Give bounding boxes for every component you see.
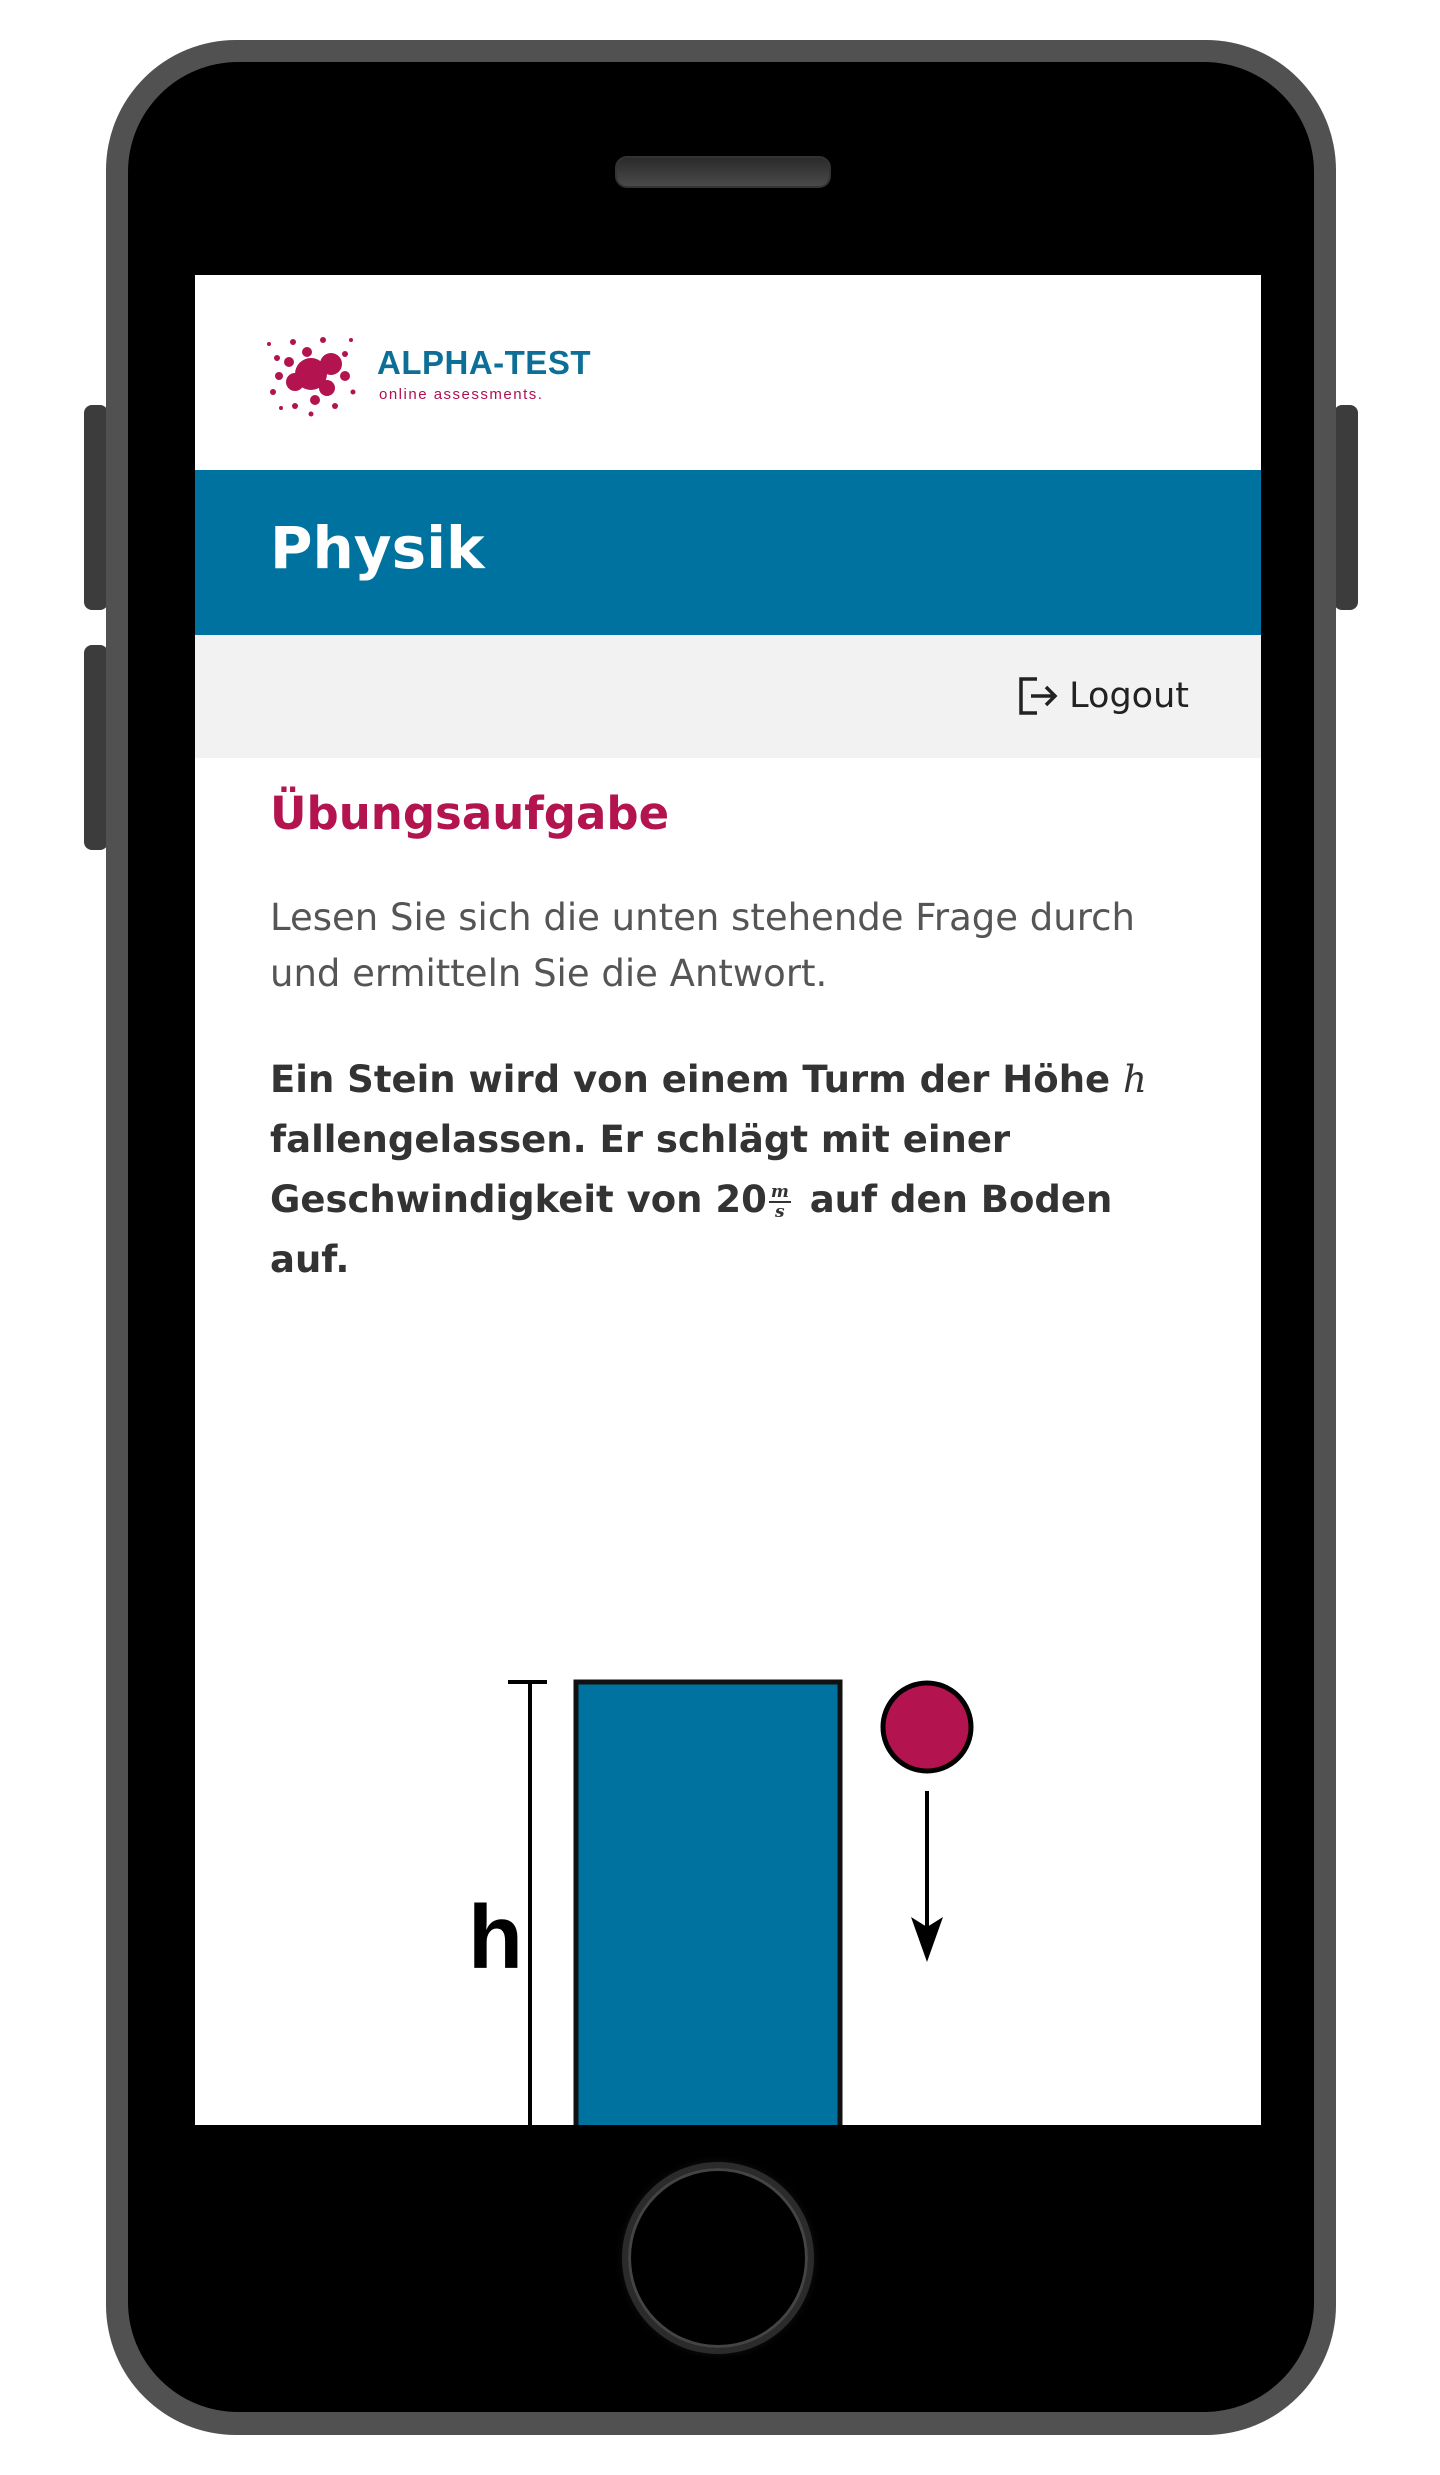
section-title: Übungsaufgabe <box>270 787 670 840</box>
tower-diagram <box>195 1355 1261 2125</box>
unit-fraction <box>769 1183 791 1221</box>
home-button[interactable] <box>628 2168 808 2348</box>
toolbar <box>195 635 1261 758</box>
logo-dots-icon <box>265 330 357 418</box>
brand-tagline: online assessments. <box>379 386 544 403</box>
unit-numerator: m <box>770 1181 789 1202</box>
logout-button[interactable] <box>1015 673 1189 719</box>
height-label: h <box>468 1888 523 1988</box>
page-title: Physik <box>270 514 485 582</box>
phone-speaker <box>615 156 831 188</box>
unit-denominator: s <box>775 1201 785 1222</box>
volume-down-button <box>84 645 108 850</box>
question-part-1: Ein Stein wird von einem Turm der Höhe <box>270 1058 1124 1101</box>
volume-up-button <box>84 405 108 610</box>
phone-screen <box>195 275 1261 2125</box>
stone-ball <box>883 1683 971 1771</box>
logout-label: Logout <box>1069 676 1189 716</box>
question-part-3: auf den Boden auf. <box>270 1178 1113 1281</box>
brand-name: ALPHA-TEST <box>377 344 591 381</box>
tower-rect <box>576 1682 840 2125</box>
logout-icon <box>1015 673 1061 719</box>
question-part-2: fallengelassen. Er schlägt mit einer Geschwindigkeit von 20 <box>270 1118 1011 1221</box>
power-button <box>1334 405 1358 610</box>
intro-text: Lesen Sie sich die unten stehende Frage durch und ermitteln Sie die Antwort. <box>270 896 1135 995</box>
height-variable: h <box>1123 1058 1147 1101</box>
page-header <box>195 470 1261 635</box>
question-text <box>270 1050 1200 1290</box>
brand-logo <box>265 330 595 420</box>
